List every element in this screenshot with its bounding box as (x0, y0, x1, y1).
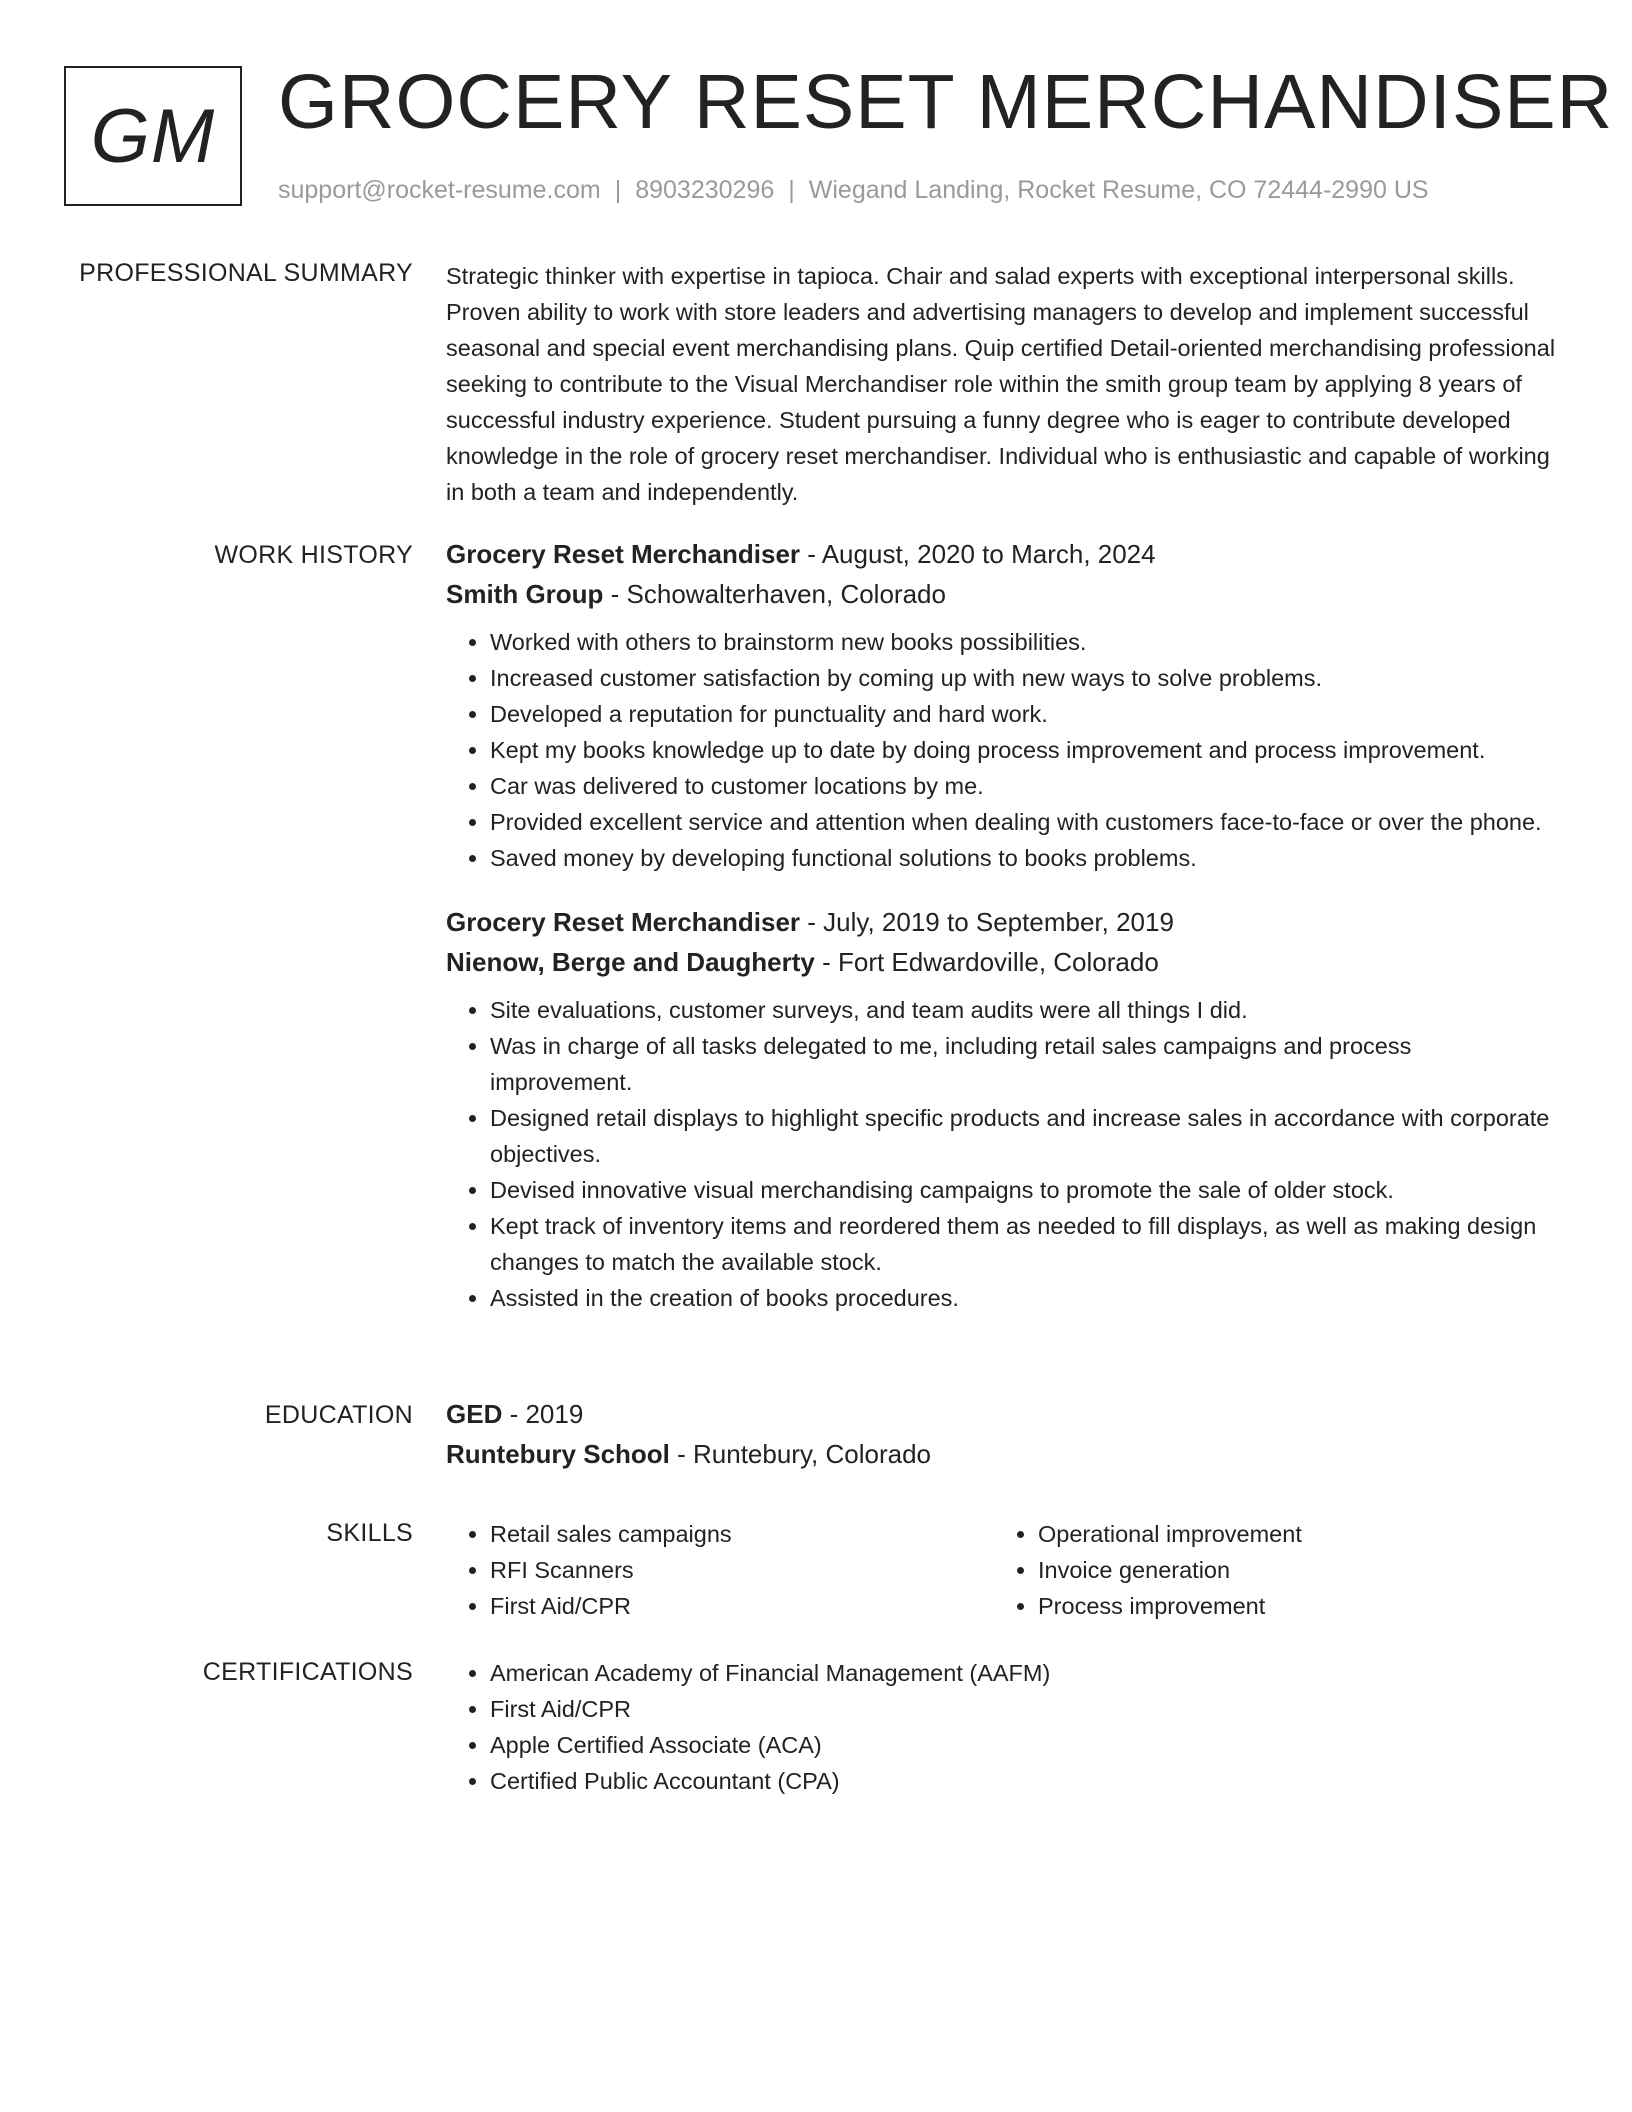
certifications-list (446, 1655, 1556, 1799)
job-location: - Fort Edwardoville, Colorado (814, 947, 1159, 977)
list-item: • Assisted in the creation of books procedures. (490, 1280, 1556, 1316)
list-item: • Increased customer satisfaction by coming up with new ways to solve problems. (490, 660, 1556, 696)
contact-address: Wiegand Landing, Rocket Resume, CO 72444-2990 US (808, 176, 1429, 204)
summary-body (446, 258, 1556, 510)
list-item: • American Academy of Financial Management (AAFM) (490, 1655, 1556, 1691)
list-item: • Site evaluations, customer surveys, and team audits were all things I did. (490, 992, 1556, 1028)
education-degree: GED (446, 1399, 503, 1429)
list-item: • Designed retail displays to highlight specific products and increase sales in accordance with corporate objectives. (490, 1100, 1556, 1172)
education-school-line (446, 1434, 1556, 1474)
work-history-body (446, 534, 1556, 1336)
education-year: - 2019 (502, 1399, 584, 1429)
skills-grid (446, 1516, 1556, 1624)
job-location: - Schowalterhaven, Colorado (603, 579, 946, 609)
job-company: Nienow, Berge and Daugherty (446, 947, 815, 977)
education-location: - Runtebury, Colorado (669, 1439, 931, 1469)
list-item: • Process improvement (1038, 1588, 1542, 1624)
contact-separator: | (788, 176, 795, 204)
skills-column-left (446, 1516, 994, 1624)
education-body (446, 1394, 1556, 1474)
skills-column-right (994, 1516, 1542, 1624)
job-dates: - July, 2019 to September, 2019 (800, 907, 1174, 937)
list-item: • Retail sales campaigns (490, 1516, 994, 1552)
list-item: • Certified Public Accountant (CPA) (490, 1763, 1556, 1799)
section-label-skills: SKILLS (326, 1519, 413, 1547)
certifications-body (446, 1655, 1556, 1799)
list-item: • Developed a reputation for punctuality and hard work. (490, 696, 1556, 732)
section-label-certifications: CERTIFICATIONS (202, 1658, 413, 1686)
job-company: Smith Group (446, 579, 604, 609)
job-title-line (446, 534, 1556, 574)
job-title: Grocery Reset Merchandiser (446, 907, 801, 937)
skills-body (446, 1516, 1556, 1624)
list-item: • Kept my books knowledge up to date by doing process improvement and process improvement. (490, 732, 1556, 768)
list-item: • First Aid/CPR (490, 1588, 994, 1624)
job-dates: - August, 2020 to March, 2024 (800, 539, 1156, 569)
contact-separator: | (614, 176, 622, 204)
education-school: Runtebury School (446, 1439, 670, 1469)
list-item: • Car was delivered to customer locations by me. (490, 768, 1556, 804)
contact-email[interactable]: support@rocket-resume.com (278, 176, 601, 204)
list-item: • Kept track of inventory items and reordered them as needed to fill displays, as well as making design changes to match the available stock. (490, 1208, 1556, 1280)
list-item: • Saved money by developing functional solutions to books problems. (490, 840, 1556, 876)
section-label-work-history: WORK HISTORY (214, 541, 413, 569)
section-label-summary: PROFESSIONAL SUMMARY (79, 259, 413, 287)
job-bullets (446, 624, 1556, 876)
education-degree-line (446, 1394, 1556, 1434)
section-label-education: EDUCATION (264, 1401, 413, 1429)
contact-phone[interactable]: 8903230296 (635, 176, 775, 204)
job-entry (446, 534, 1556, 876)
list-item: • Was in charge of all tasks delegated to me, including retail sales campaigns and process improvement. (490, 1028, 1556, 1100)
job-title-line (446, 902, 1556, 942)
list-item: • Provided excellent service and attention when dealing with customers face-to-face or over the phone. (490, 804, 1556, 840)
job-bullets (446, 992, 1556, 1316)
monogram-logo: GM (64, 66, 242, 206)
job-company-line (446, 942, 1556, 982)
list-item: • Operational improvement (1038, 1516, 1542, 1552)
list-item: • First Aid/CPR (490, 1691, 1556, 1727)
list-item: • Worked with others to brainstorm new books possibilities. (490, 624, 1556, 660)
resume-title: GROCERY RESET MERCHANDISER (278, 59, 1614, 145)
job-company-line (446, 574, 1556, 614)
list-item: • Invoice generation (1038, 1552, 1542, 1588)
list-item: • RFI Scanners (490, 1552, 994, 1588)
list-item: • Devised innovative visual merchandising campaigns to promote the sale of older stock. (490, 1172, 1556, 1208)
contact-line (278, 174, 1429, 207)
list-item: • Apple Certified Associate (ACA) (490, 1727, 1556, 1763)
summary-text: Strategic thinker with expertise in tapioca. Chair and salad experts with exceptional interpersonal skills. Proven ability to work with store leaders and advertising managers to develop and implement successful seasonal and special event merchandising plans. Quip certified Detail-oriented merchandising professional seeking to contribute to the Visual Merchandiser role within the smith group team by applying 8 years of successful industry experience. Student pursuing a funny degree who is eager to contribute developed knowledge in the role of grocery reset merchandiser. Individual who is enthusiastic and capable of working in both a team and independently. (446, 263, 1556, 505)
job-entry (446, 902, 1556, 1316)
job-title: Grocery Reset Merchandiser (446, 539, 801, 569)
